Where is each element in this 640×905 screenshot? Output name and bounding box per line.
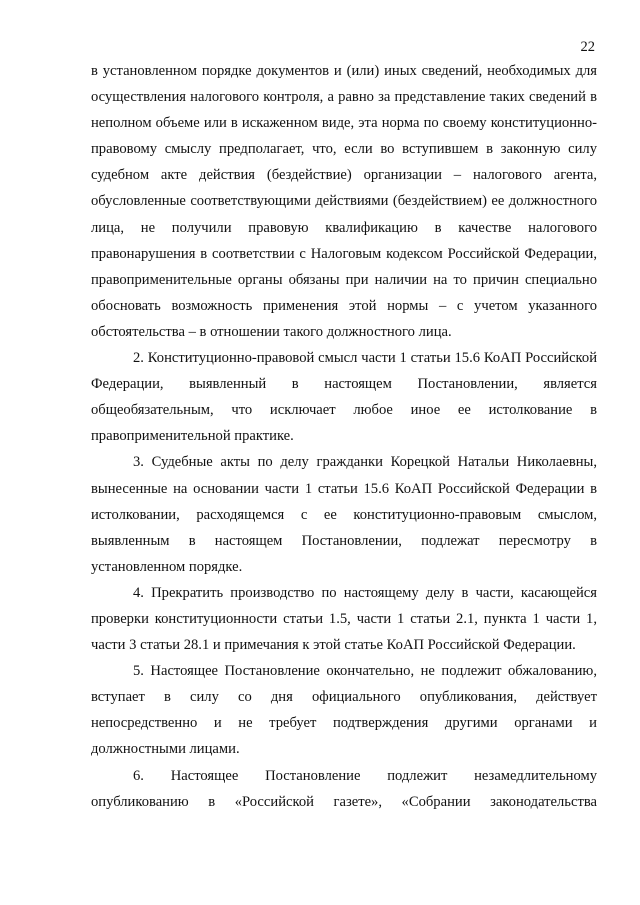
paragraph-item-6: 6. Настоящее Постановление подлежит незамедлительному опубликованию в «Российской газете», «Собрании законодательства [91,767,597,810]
paragraph-continuation: в установленном порядке документов и (или) иных сведений, необходимых для осуществления налогового контроля, а равно за представление таких сведений в неполном объеме или в искаженном виде, эта норма по своему конституционно-правовому смыслу предполагает, что, если во вступившем в законную силу судебном акте действия (бездействие) организации – налогового агента, обусловленные соответствующими действиями (бездействием) ее должностного лица, не получили правовую квалификацию в качестве налогового правонарушения в соответствии с Налоговым кодексом Российской Федерации, правоприменительные органы обязаны при наличии на то причин специально обосновать возможность применения этой нормы – с учетом указанного обстоятельства – в отношении такого должностного лица. [91,63,597,340]
paragraph-item-3: 3. Судебные акты по делу гражданки Корецкой Натальи Николаевны, вынесенные на основании части 1 статьи 15.6 КоАП Российской Федерации в истолковании, расходящемся с ее конституционно-правовым смыслом, выявленным в настоящем Постановлении, подлежат пересмотру в установленном порядке. [91,454,597,575]
paragraph-item-5: 5. Настоящее Постановление окончательно, не подлежит обжалованию, вступает в силу со дня официального опубликования, действует непосредственно и не требует подтверждения другими органами и должностными лицами. [91,663,597,758]
paragraph-item-2: 2. Конституционно-правовой смысл части 1 статьи 15.6 КоАП Российской Федерации, выявленный в настоящем Постановлении, является общеобязательным, что исключает любое иное ее истолкование в правоприменительной практике. [91,350,597,445]
page-number: 22 [580,39,595,55]
document-body [91,58,597,815]
paragraph-item-4: 4. Прекратить производство по настоящему делу в части, касающейся проверки конституционности статьи 1.5, части 1 статьи 2.1, пункта 1 части 1, части 3 статьи 28.1 и примечания к этой статье КоАП Российской Федерации. [91,584,597,654]
